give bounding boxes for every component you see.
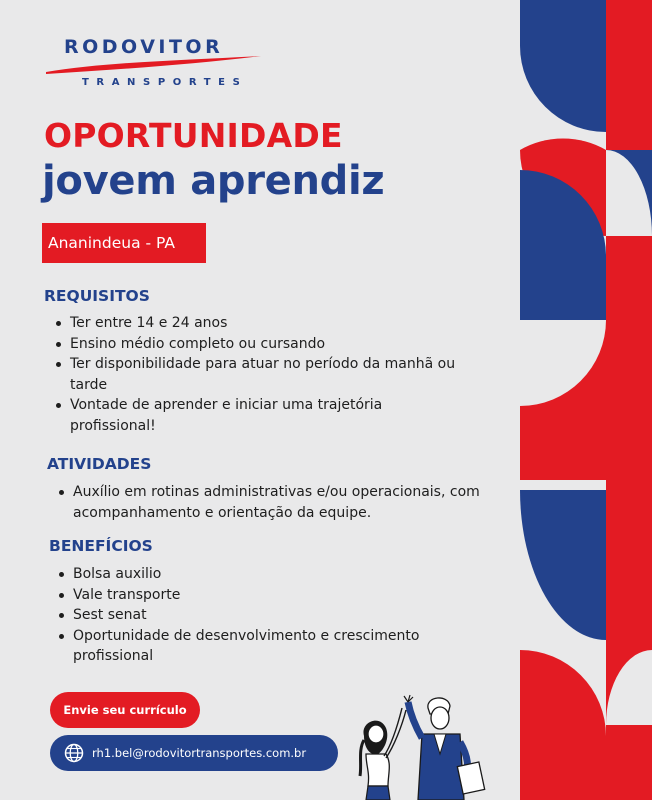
list-item: Vale transporte [55, 585, 465, 606]
headline-opportunity: OPORTUNIDADE [44, 116, 343, 155]
send-resume-button[interactable]: Envie seu currículo [50, 692, 200, 728]
company-logo [46, 36, 261, 94]
list-item: Oportunidade de desenvolvimento e crescimento profissional [55, 626, 465, 667]
people-high-five-illustration [356, 694, 506, 800]
email-contact-link[interactable] [50, 735, 338, 771]
atividades-list [55, 482, 485, 523]
list-item: Ter disponibilidade para atuar no período da manhã ou tarde [52, 354, 482, 395]
geometric-decoration [520, 0, 652, 800]
location-badge: Ananindeua - PA [42, 223, 206, 263]
list-item: Ter entre 14 e 24 anos [52, 313, 482, 334]
headline-position: jovem aprendiz [42, 158, 385, 204]
globe-icon [64, 743, 84, 763]
requisitos-title: REQUISITOS [44, 287, 150, 305]
logo-title: RODOVITOR [64, 36, 224, 58]
list-item: Vontade de aprender e iniciar uma trajetória profissional! [52, 395, 412, 436]
email-text: rh1.bel@rodovitortransportes.com.br [92, 746, 307, 760]
list-item: Auxílio em rotinas administrativas e/ou operacionais, com acompanhamento e orientação da equipe. [55, 482, 485, 523]
requisitos-list [52, 313, 482, 436]
beneficios-title: BENEFÍCIOS [49, 537, 153, 555]
list-item: Bolsa auxilio [55, 564, 465, 585]
atividades-title: ATIVIDADES [47, 455, 152, 473]
beneficios-list [55, 564, 465, 667]
logo-swoosh-icon [46, 56, 261, 74]
list-item: Sest senat [55, 605, 465, 626]
list-item: Ensino médio completo ou cursando [52, 334, 482, 355]
logo-tagline: TRANSPORTES [82, 77, 248, 88]
